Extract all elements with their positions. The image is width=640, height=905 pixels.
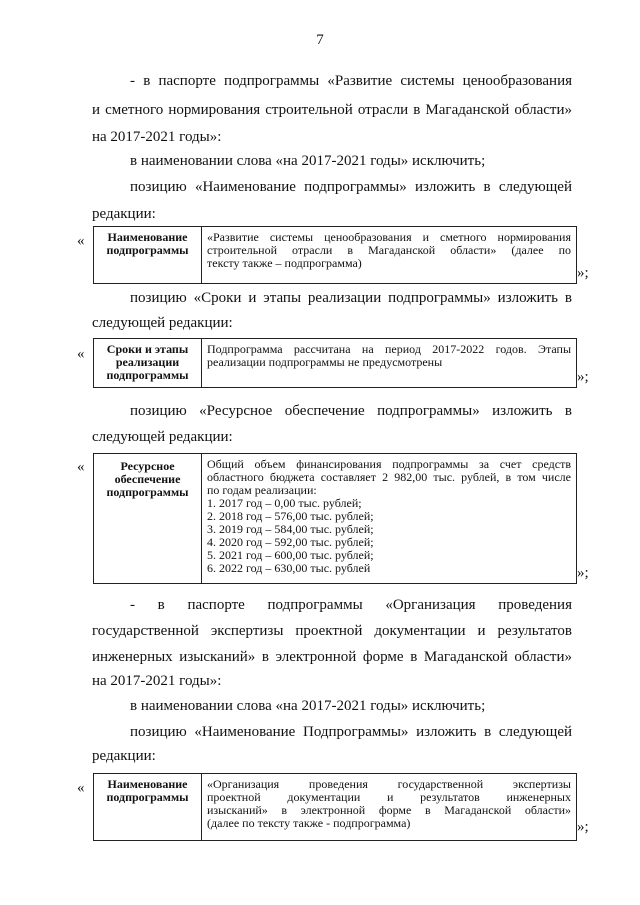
section1-resources-item-1: 1. 2017 год – 0,00 тыс. рублей; <box>207 496 362 510</box>
section1-resources-box-close: »; <box>577 565 589 581</box>
section1-resources-item-5: 5. 2021 год – 600,00 тыс. рублей; <box>207 548 374 562</box>
section1-name-box-open-quote: « <box>77 233 85 249</box>
section1-terms-position-line-1: позицию «Сроки и этапы реализации подпрограммы» изложить в <box>130 290 572 306</box>
section1-resources-box-line-3: по годам реализации: <box>207 483 317 497</box>
section1-terms-box-content <box>202 339 576 387</box>
section1-resources-position-line-1: позицию «Ресурсное обеспечение подпрограммы» изложить в <box>130 403 572 419</box>
section1-terms-box-line-2: реализации подпрограммы не предусмотрены <box>207 355 443 369</box>
section1-intro-line-2: и сметного нормирования строительной отрасли в Магаданской области» <box>92 102 572 118</box>
section1-resources-box-line-2: областного бюджета составляет 2 982,00 тыс. рублей, в том числе <box>207 470 571 484</box>
section2-name-box-line-2: проектной документации и результатов инженерных <box>207 790 571 804</box>
page-number: 7 <box>316 32 324 48</box>
section2-intro-line-4: на 2017-2021 годы»: <box>92 673 222 689</box>
section2-name-box-line-3: изысканий» в электронной форме в Магаданской области» <box>207 803 571 817</box>
section1-resources-box-open-quote: « <box>77 459 85 475</box>
section2-name-position-line-1: позицию «Наименование Подпрограммы» изложить в следующей <box>130 724 572 740</box>
section2-name-box-open-quote: « <box>77 780 85 796</box>
section1-name-box <box>93 226 577 284</box>
section1-name-box-line-2: строительной отрасли в Магаданской области» (далее по <box>207 243 571 257</box>
section1-name-box-content <box>202 227 576 283</box>
section1-resources-item-4: 4. 2020 год – 592,00 тыс. рублей; <box>207 535 374 549</box>
section1-terms-position-line-2: следующей редакции: <box>92 315 233 331</box>
section1-intro-line-3: на 2017-2021 годы»: <box>92 129 222 145</box>
section2-name-box-content <box>202 774 576 840</box>
section1-name-position-line-1: позицию «Наименование подпрограммы» изложить в следующей <box>130 179 572 195</box>
section2-name-box-label: Наименование подпрограммы <box>94 774 202 840</box>
section1-name-position-line-2: редакции: <box>92 206 156 222</box>
section2-intro-line-1: - в паспорте подпрограммы «Организация проведения <box>130 597 572 613</box>
section2-name-position-line-2: редакции: <box>92 748 156 764</box>
section1-resources-box-label: Ресурсное обеспечение подпрограммы <box>94 454 202 583</box>
section1-resources-item-3: 3. 2019 год – 584,00 тыс. рублей; <box>207 522 374 536</box>
section1-terms-box-close: »; <box>577 369 589 385</box>
section2-intro-line-2: государственной экспертизы проектной документации и результатов <box>92 623 572 639</box>
section1-resources-box-content <box>202 454 576 583</box>
section2-name-box <box>93 773 577 841</box>
section2-name-box-line-1: «Организация проведения государственной экспертизы <box>207 777 571 791</box>
section1-terms-box-open-quote: « <box>77 346 85 362</box>
section1-exclude-line: в наименовании слова «на 2017-2021 годы» исключить; <box>130 153 486 169</box>
section2-name-box-line-4: (далее по тексту также - подпрограмма) <box>207 816 411 830</box>
section1-resources-item-2: 2. 2018 год – 576,00 тыс. рублей; <box>207 509 374 523</box>
section1-name-box-line-1: «Развитие системы ценообразования и сметного нормирования <box>207 230 571 244</box>
section1-name-box-line-3: тексту также – подпрограмма) <box>207 256 362 270</box>
section1-terms-box-line-1: Подпрограмма рассчитана на период 2017-2022 годов. Этапы <box>207 342 571 356</box>
section2-exclude-line: в наименовании слова «на 2017-2021 годы» исключить; <box>130 698 486 714</box>
section1-name-box-label: Наименование подпрограммы <box>94 227 202 283</box>
section1-name-box-close: »; <box>577 265 589 281</box>
section1-resources-box-line-1: Общий объем финансирования подпрограммы за счет средств <box>207 457 571 471</box>
section2-name-box-close: »; <box>577 819 589 835</box>
section1-resources-box <box>93 453 577 584</box>
section1-resources-position-line-2: следующей редакции: <box>92 429 233 445</box>
section2-intro-line-3: инженерных изысканий» в электронной форме в Магаданской области» <box>92 649 572 665</box>
section1-terms-box-label: Сроки и этапы реализации подпрограммы <box>94 339 202 387</box>
section1-intro-line-1: - в паспорте подпрограммы «Развитие системы ценообразования <box>130 73 572 89</box>
section1-terms-box <box>93 338 577 388</box>
section1-resources-item-6: 6. 2022 год – 630,00 тыс. рублей <box>207 561 371 575</box>
